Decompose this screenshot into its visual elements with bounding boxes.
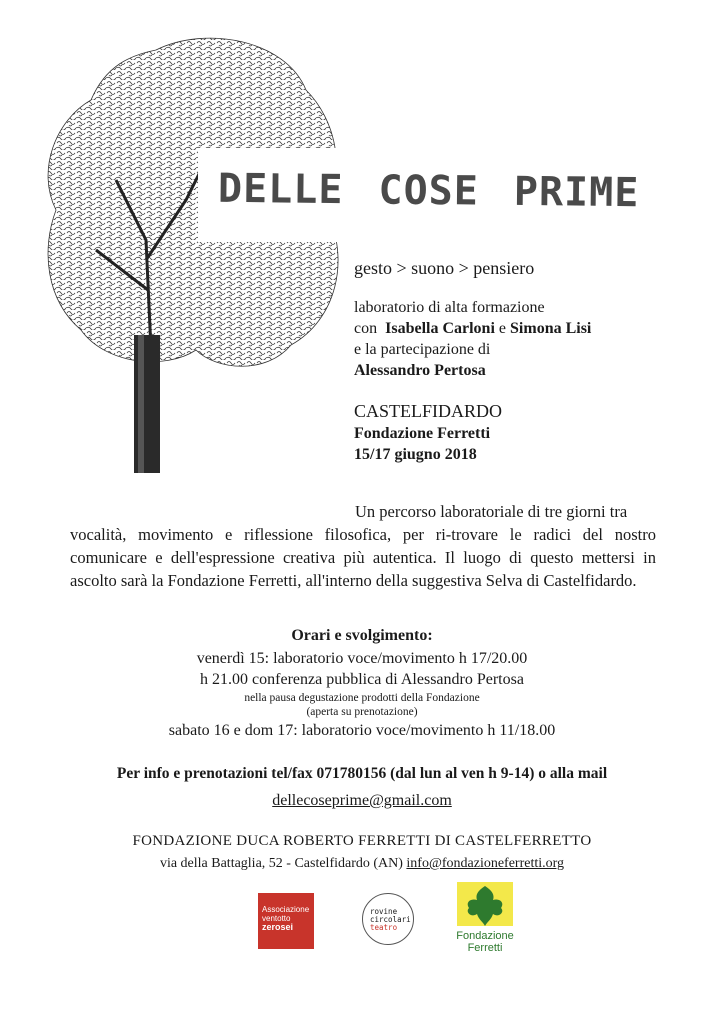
schedule-line1: venerdì 15: laboratorio voce/movimento h 17/20.00 (196, 650, 528, 667)
foundation-name: FONDAZIONE DUCA ROBERTO FERRETTI DI CASTELFERRETTO (132, 833, 592, 849)
foundation-address: via della Battaglia, 52 - Castelfidardo (AN) (159, 856, 403, 871)
assoc-line3: zerosei (262, 922, 294, 932)
description-paragraph (70, 500, 656, 592)
foundation-email-link[interactable]: info@fondazioneferretti.org (406, 856, 565, 871)
rovine-line3: teatro (370, 923, 398, 932)
tree-illustration (36, 30, 356, 480)
schedule-note2: (aperta su prenotazione) (306, 706, 418, 718)
assoc-line2: ventotto (262, 914, 291, 923)
fondazione-ferretti-logo (455, 880, 515, 960)
ferretti-label (451, 930, 519, 954)
dates-text: 15/17 giugno 2018 (354, 446, 477, 463)
rovine-line1: rovine (370, 907, 398, 916)
schedule-line3: sabato 16 e dom 17: laboratorio voce/movimento h 11/18.00 (168, 722, 556, 739)
person-lisi: Simona Lisi (510, 320, 592, 337)
ferretti-line2: Ferretti (467, 942, 503, 954)
assoc-line1: Associazione (262, 905, 310, 914)
rovine-line2: circolari (370, 915, 411, 924)
associazione-logo (258, 893, 314, 949)
lab-line1: laboratorio di alta formazione (354, 299, 545, 316)
contact-email-row (0, 792, 724, 810)
paragraph-first-line: Un percorso laboratoriale di tre giorni tra (355, 502, 628, 521)
venue (354, 423, 490, 444)
paragraph-rest: vocalità, movimento e riflessione filosofica, per ri-trovare le radici del nostro comunicare e dell'espressione creativa più autentica. Il luogo di questo mettersi in ascolto sarà la Fondazione Ferretti, all'interno della suggestiva Selva di Castelfidardo. (70, 525, 656, 590)
foundation-address-row (0, 856, 724, 872)
subtitle: gesto > suono > pensiero (354, 258, 535, 278)
schedule-line2: h 21.00 conferenza pubblica di Alessandro Pertosa (200, 671, 524, 688)
person-pertosa-name: Alessandro Pertosa (354, 362, 486, 379)
person-carloni: Isabella Carloni (385, 320, 495, 337)
rovine-circolari-logo (362, 893, 414, 945)
poster-title: DELLE COSE PRIME (217, 165, 640, 217)
schedule-heading: Orari e svolgimento: (291, 627, 433, 644)
city: CASTELFIDARDO (354, 401, 503, 421)
lab-line2 (354, 318, 591, 339)
lab-line3: e la partecipazione di (354, 341, 491, 358)
oak-leaf-icon (455, 880, 515, 930)
lab-with: con (354, 320, 378, 337)
ferretti-line1: Fondazione (456, 930, 514, 942)
contact-info: Per info e prenotazioni tel/fax 071780156 (dal lun al ven h 9-14) o alla mail (116, 765, 608, 782)
venue-name: Fondazione Ferretti (354, 425, 491, 442)
lab-and: e (498, 320, 507, 337)
contact-email-link[interactable]: dellecoseprime@gmail.com (272, 792, 452, 809)
schedule-note1: nella pausa degustazione prodotti della Fondazione (244, 692, 480, 704)
dates (354, 444, 477, 465)
person-pertosa (354, 360, 486, 381)
